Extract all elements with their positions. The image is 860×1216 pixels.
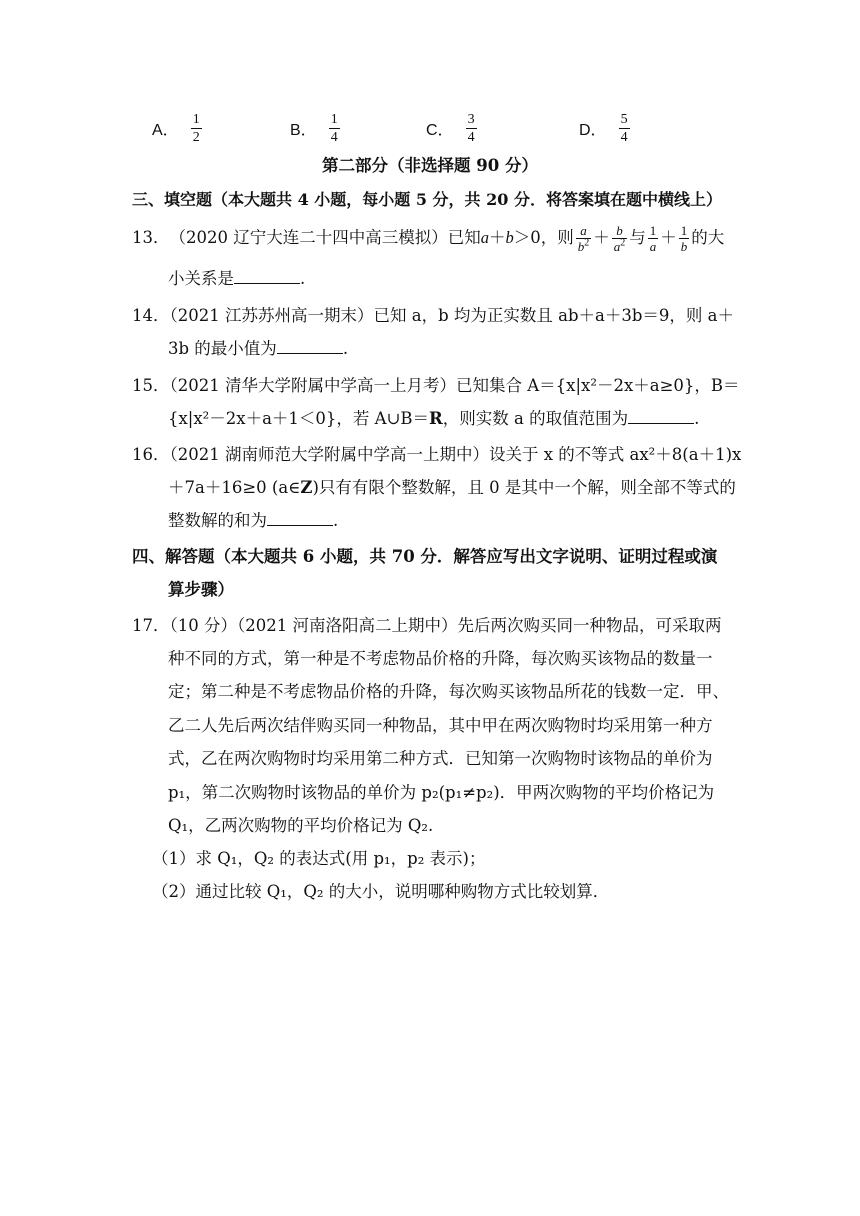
q14-source: （2021 江苏苏州高一期末） [169,306,374,325]
q16-line3: 整数解的和为 . [168,511,339,530]
q15-source: （2021 清华大学附属中学高一上月考） [169,376,456,395]
q13-frac-b-a2: $\frac{b}{a^2}$ [613,222,626,254]
q14-line2: 3b 的最小值为 . [168,339,349,358]
q16-number: 16． [132,445,170,464]
q13-frac-1-a: $\frac{1}{a}$ [649,222,657,254]
q13-line1: 13． （2020 辽宁大连二十四中高三模拟） 已知 a＋b ＞0，则 $\frac{a}{b^2}$ ＋ $\frac{b}{a^2}$ 与 $\frac{1}{a}$ ＋ $\frac{1}{b}$ 的大 [132,222,725,254]
q13-answer-blank[interactable] [234,269,300,284]
option-b-fraction: $\frac{1}{4}$ [330,111,338,145]
option-c-fraction: $\frac{3}{4}$ [467,111,475,145]
q17-sub1: （1）求 Q₁，Q₂ 的表达式(用 p₁，p₂ 表示)； [152,849,486,868]
q13-line2: 小关系是 . [168,269,306,288]
q14-line1: 14．（2021 江苏苏州高一期末）已知 a，b 均为正实数且 ab＋a＋3b＝9，则 a＋ [132,306,735,325]
option-a [152,108,204,148]
q16-source: （2021 湖南师范大学附属中学高一上期中） [169,445,489,464]
q16-line1: 16．（2021 湖南师范大学附属中学高一上期中）设关于 x 的不等式 ax²＋8(a＋1)x [132,445,742,464]
option-d-fraction: $\frac{5}{4}$ [620,111,628,145]
section4-title-line1: 四、解答题（本大题共 6 小题，共 70 分．解答应写出文字说明、证明过程或演 [132,547,718,566]
q15-line2: {x|x²－2x＋a＋1＜0}，若 A∪B＝R，则实数 a 的取值范围为 . [168,409,700,428]
option-c-letter: C． [426,121,454,139]
option-a-letter: A． [152,121,179,139]
option-d-letter: D． [579,121,607,139]
q13-expr-a-plus-b: a＋b [480,228,514,247]
option-b [290,108,342,148]
q14-answer-blank[interactable] [277,339,343,354]
q17-line7: Q₁，乙两次购物的平均价格记为 Q₂. [168,816,434,835]
q15-answer-blank[interactable] [628,409,694,424]
q16-line2: ＋7a＋16≥0 (a∈Z)只有有限个整数解，且 0 是其中一个解，则全部不等式的 [168,478,736,497]
q13-source: （2020 辽宁大连二十四中高三模拟） [169,228,448,247]
q13-frac-1-b: $\frac{1}{b}$ [680,222,688,254]
section3-title: 三、填空题（本大题共 4 小题，每小题 5 分，共 20 分．将答案填在题中横线上） [132,190,722,209]
q17-line1: 17．（10 分）（2021 河南洛阳高二上期中）先后两次购买同一种物品，可采取两 [132,616,722,635]
q17-line3: 定；第二种是不考虑物品价格的升降，每次购买该物品所花的钱数一定．甲、 [168,682,729,701]
q16-answer-blank[interactable] [267,511,333,526]
q15-number: 15． [132,376,170,395]
q13-frac-a-b2: $\frac{a}{b^2}$ [577,222,590,254]
q17-line4: 乙二人先后两次结伴购买同一种物品，其中甲在两次购物时均采用第一种方 [168,716,713,735]
option-b-letter: B． [290,121,317,139]
q15-line1: 15．（2021 清华大学附属中学高一上月考）已知集合 A＝{x|x²－2x＋a≥0}，B＝ [132,376,740,395]
option-a-fraction: $\frac{1}{2}$ [192,111,200,145]
q14-number: 14． [132,306,170,325]
q17-line6: p₁，第二次购物时该物品的单价为 p₂(p₁≠p₂)．甲两次购物的平均价格记为 [168,783,715,802]
part2-title: 第二部分（非选择题 90 分） [322,156,538,175]
option-c [426,108,479,148]
option-d [579,108,632,148]
section4-title-line2: 算步骤） [168,580,234,599]
q17-line2: 种不同的方式，第一种是不考虑物品价格的升降，每次购买该物品的数量一 [168,649,713,668]
q17-line5: 式，乙在两次购物时均采用第二种方式．已知第一次购物时该物品的单价为 [168,749,713,768]
q13-number: 13． [132,228,170,247]
q17-sub2: （2）通过比较 Q₁，Q₂ 的大小，说明哪种购物方式比较划算． [152,882,610,901]
